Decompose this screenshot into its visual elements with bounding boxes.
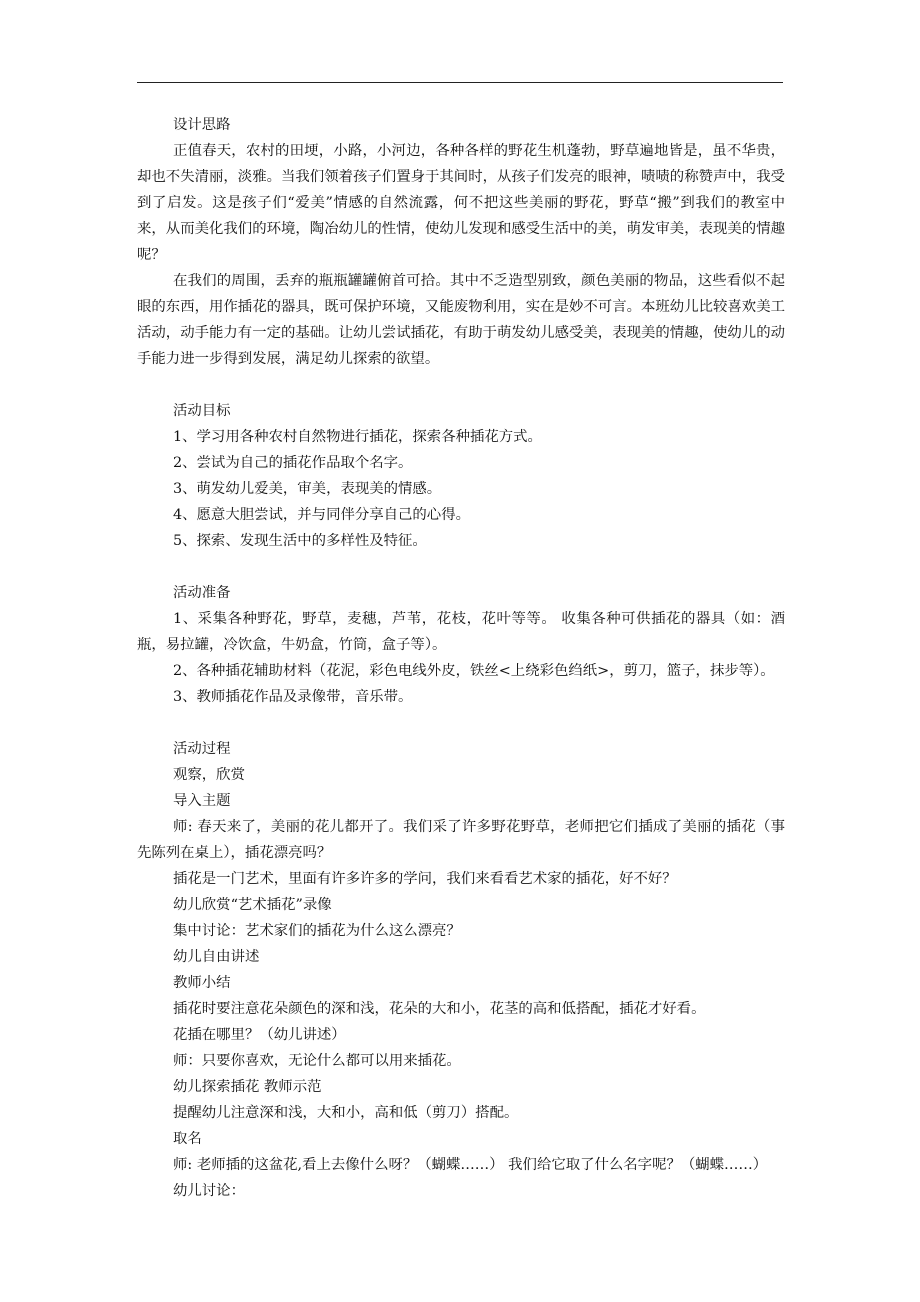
- process-line-9: 插花时要注意花朵颜色的深和浅，花朵的大和小，花茎的高和低搭配，插花才好看。: [173, 1001, 706, 1017]
- design-paragraph-1: 正值春天，农村的田埂，小路，小河边，各种各样的野花生机蓬勃，野草遍地皆是，虽不华贵，却也不失清丽，淡雅。当我们领着孩子们置身于其间时，从孩子们发亮的眼神，啧啧的称赞声中，我受到了启发。这是孩子们“爱美”情感的自然流露，何不把这些美丽的野花，野草“搬”到我们的教室中来，从而美化我们的环境，陶冶幼儿的性情，使幼儿发现和感受生活中的美，萌发审美，表现美的情趣呢？: [137, 143, 785, 263]
- process-line-4: 插花是一门艺术，里面有许多许多的学问，我们来看看艺术家的插花，好不好？: [173, 871, 677, 887]
- spacer: [137, 372, 785, 398]
- process-line-15: 师: 老师插的这盆花,看上去像什么呀？（蝴蝶……） 我们给它取了什么名字呢？（蝴蝶……）: [173, 1157, 768, 1173]
- design-heading: 设计思路: [173, 117, 231, 133]
- spacer: [137, 554, 785, 580]
- spacer: [137, 710, 785, 736]
- goal-item-2: 2、尝试为自己的插花作品取个名字。: [173, 455, 413, 471]
- process-line-1: 观察，欣赏: [173, 767, 245, 783]
- process-line-2: 导入主题: [173, 793, 231, 809]
- process-line-16: 幼儿讨论：: [173, 1183, 245, 1199]
- process-line-10: 花插在哪里？（幼儿讲述）: [173, 1027, 346, 1043]
- process-line-11: 师：只要你喜欢，无论什么都可以用来插花。: [173, 1053, 461, 1069]
- process-heading: 活动过程: [173, 741, 231, 757]
- process-section: [137, 736, 785, 1204]
- goal-item-3: 3、萌发幼儿爱美，审美，表现美的情感。: [173, 481, 442, 497]
- goal-item-4: 4、愿意大胆尝试，并与同伴分享自己的心得。: [173, 507, 470, 523]
- prep-section: [137, 580, 785, 710]
- process-line-14: 取名: [173, 1131, 202, 1147]
- design-paragraph-2: 在我们的周围，丢弃的瓶瓶罐罐俯首可拾。其中不乏造型别致，颜色美丽的物品，这些看似不起眼的东西，用作插花的器具，既可保护环境，又能废物利用，实在是妙不可言。本班幼儿比较喜欢美工活动，动手能力有一定的基础。让幼儿尝试插花，有助于萌发幼儿感受美，表现美的情趣，使幼儿的动手能力进一步得到发展，满足幼儿探索的欲望。: [137, 273, 785, 367]
- process-line-6: 集中讨论：艺术家们的插花为什么这么漂亮？: [173, 923, 461, 939]
- document-body: [137, 112, 785, 1204]
- goal-item-5: 5、探索、发现生活中的多样性及特征。: [173, 533, 427, 549]
- prep-heading: 活动准备: [173, 585, 231, 601]
- process-line-8: 教师小结: [173, 975, 231, 991]
- goal-item-1: 1、学习用各种农村自然物进行插花，探索各种插花方式。: [173, 429, 542, 445]
- process-line-13: 提醒幼儿注意深和浅，大和小，高和低（剪刀）搭配。: [173, 1105, 519, 1121]
- header-rule: [137, 82, 783, 83]
- goals-heading: 活动目标: [173, 403, 231, 419]
- process-line-12: 幼儿探索插花 教师示范: [173, 1079, 322, 1095]
- process-line-7: 幼儿自由讲述: [173, 949, 260, 965]
- prep-paragraph-2: 2、各种插花辅助材料（花泥，彩色电线外皮，铁丝<上绕彩色绉纸>，剪刀，篮子，抹步等）。: [173, 663, 775, 679]
- design-section: [137, 112, 785, 372]
- process-line-3: 师: 春天来了，美丽的花儿都开了。我们采了许多野花野草，老师把它们插成了美丽的插花（事先陈列在桌上），插花漂亮吗？: [137, 819, 785, 861]
- process-line-5: 幼儿欣赏“艺术插花”录像: [173, 897, 332, 913]
- prep-paragraph-1: 1、采集各种野花，野草，麦穗，芦苇，花枝，花叶等等。 收集各种可供插花的器具（如：酒瓶，易拉罐，冷饮盒，牛奶盒，竹筒，盒子等）。: [137, 611, 785, 653]
- goals-section: [137, 398, 785, 554]
- prep-paragraph-3: 3、教师插花作品及录像带，音乐带。: [173, 689, 413, 705]
